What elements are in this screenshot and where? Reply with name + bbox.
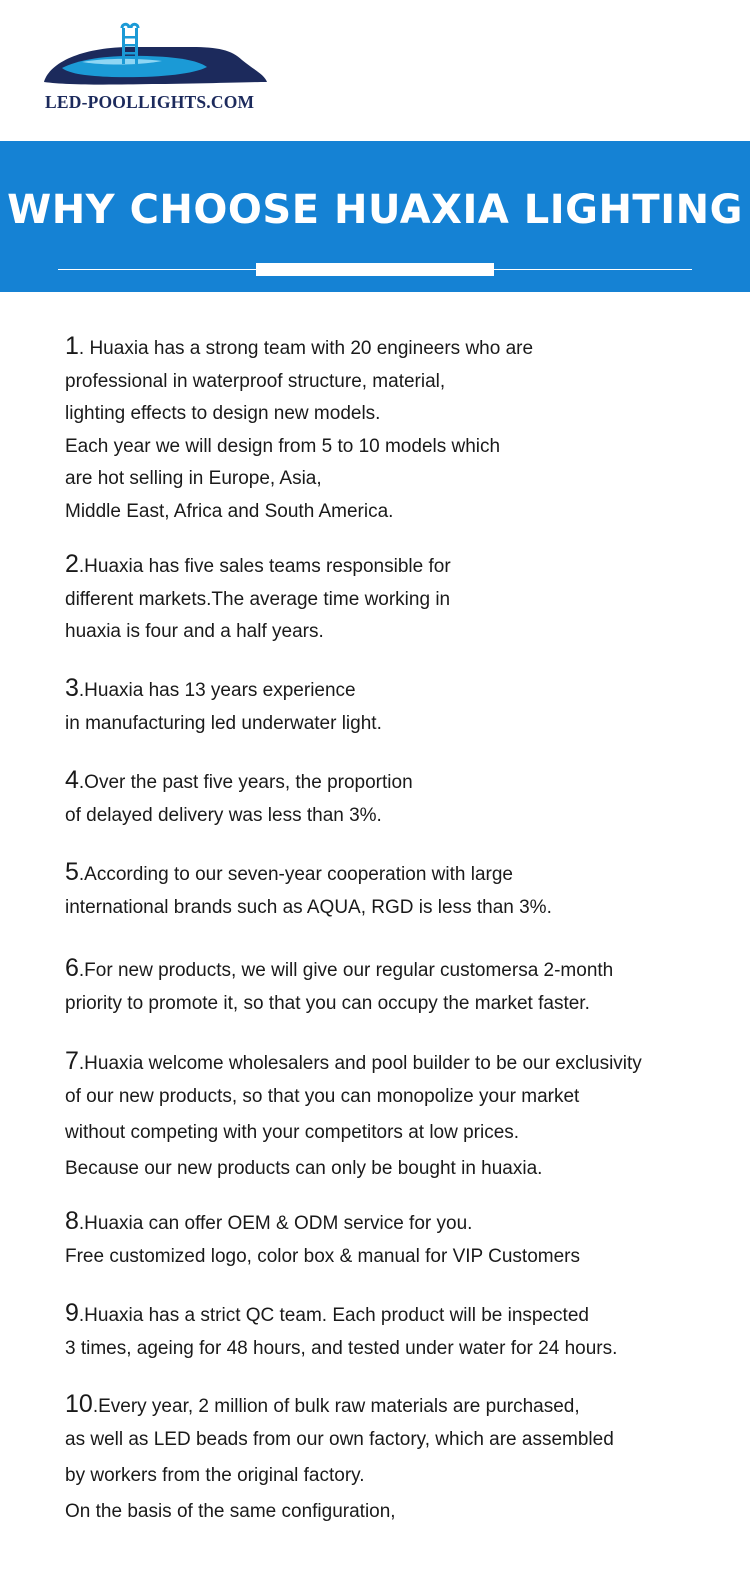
reason-number: 6 <box>65 954 79 982</box>
reason-item-5 <box>65 856 552 924</box>
reason-item-4 <box>65 764 413 832</box>
divider-left <box>58 269 258 270</box>
reason-first-line: 4.Over the past five years, the proportion <box>65 766 413 794</box>
reason-line: of our new products, so that you can monopolize your market <box>65 1085 580 1107</box>
reason-line: professional in waterproof structure, material, <box>65 370 446 392</box>
reason-first-line: 1. Huaxia has a strong team with 20 engineers who are <box>65 332 534 360</box>
reason-item-10 <box>65 1388 614 1529</box>
reason-number: 4 <box>65 766 79 794</box>
reason-number: 3 <box>65 674 79 702</box>
divider-bar <box>256 263 494 276</box>
reason-line: Each year we will design from 5 to 10 models which <box>65 435 501 457</box>
reason-first-line: 8.Huaxia can offer OEM & ODM service for you. <box>65 1207 473 1235</box>
reason-number: 10 <box>65 1390 93 1418</box>
reason-number: 2 <box>65 550 79 578</box>
reason-item-9 <box>65 1297 617 1365</box>
reason-number: 1 <box>65 332 79 360</box>
pool-logo-icon <box>42 22 272 92</box>
reason-item-3 <box>65 672 382 740</box>
reason-line: huaxia is four and a half years. <box>65 621 324 642</box>
reason-number: 5 <box>65 858 79 886</box>
reason-first-line: 9.Huaxia has a strict QC team. Each product will be inspected <box>65 1299 589 1327</box>
reason-item-2 <box>65 548 451 649</box>
reason-item-1 <box>65 330 533 528</box>
reason-first-line: 7.Huaxia welcome wholesalers and pool builder to be our exclusivity <box>65 1047 642 1075</box>
reason-line: On the basis of the same configuration, <box>65 1501 396 1522</box>
site-logo[interactable] <box>42 22 272 114</box>
reason-first-line: 6.For new products, we will give our regular customersa 2-month <box>65 954 614 982</box>
reason-number: 8 <box>65 1207 79 1235</box>
reason-line: priority to promote it, so that you can occupy the market faster. <box>65 992 590 1014</box>
reason-line: Because our new products can only be bought in huaxia. <box>65 1158 543 1179</box>
reason-line: international brands such as AQUA, RGD is less than 3%. <box>65 896 552 918</box>
reason-line: without competing with your competitors at low prices. <box>65 1122 520 1143</box>
reason-item-7 <box>65 1045 642 1186</box>
reason-first-line: 2.Huaxia has five sales teams responsible for <box>65 550 451 578</box>
title-banner <box>0 141 750 292</box>
reason-line: Free customized logo, color box & manual for VIP Customers <box>65 1245 580 1267</box>
reason-line: in manufacturing led underwater light. <box>65 712 382 734</box>
reason-item-6 <box>65 952 613 1020</box>
reason-line: as well as LED beads from our own factory, which are assembled <box>65 1428 614 1450</box>
reason-first-line: 5.According to our seven-year cooperation with large <box>65 858 513 886</box>
reason-first-line: 3.Huaxia has 13 years experience <box>65 674 356 702</box>
reason-number: 9 <box>65 1299 79 1327</box>
reason-line: by workers from the original factory. <box>65 1465 365 1486</box>
reason-line: are hot selling in Europe, Asia, <box>65 468 322 489</box>
reason-line: different markets.The average time working in <box>65 588 451 610</box>
reason-number: 7 <box>65 1047 79 1075</box>
page-title: WHY CHOOSE HUAXIA LIGHTING <box>7 187 743 233</box>
logo-wordmark: LED-POOLLIGHTS.COM <box>45 92 255 112</box>
reason-line: Middle East, Africa and South America. <box>65 500 394 522</box>
reason-first-line: 10.Every year, 2 million of bulk raw materials are purchased, <box>65 1390 580 1418</box>
divider-right <box>492 269 692 270</box>
reason-line: of delayed delivery was less than 3%. <box>65 804 382 826</box>
reason-line: lighting effects to design new models. <box>65 403 381 424</box>
reason-item-8 <box>65 1205 580 1273</box>
reason-line: 3 times, ageing for 48 hours, and tested under water for 24 hours. <box>65 1337 618 1359</box>
